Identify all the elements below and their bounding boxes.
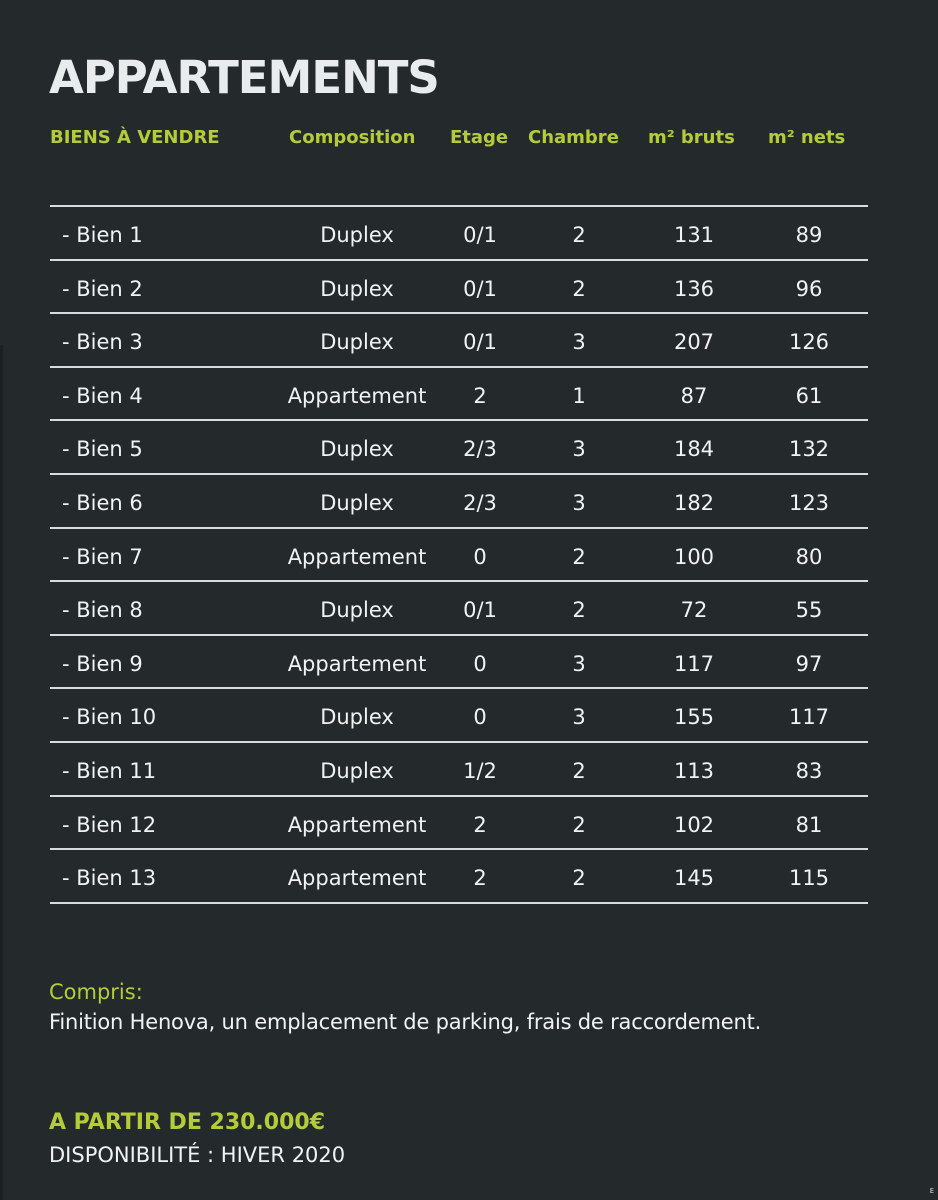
compris-text: Finition Henova, un emplacement de parking, frais de raccordement. [49,1010,762,1034]
cell-name: - Bien 11 [62,758,157,783]
table-row: - Bien 1 Duplex 0/1 2 131 89 [50,207,868,261]
table-row: - Bien 12 Appartement 2 2 102 81 [50,797,868,851]
header-chambre: Chambre [528,127,619,148]
table-row: - Bien 2 Duplex 0/1 2 136 96 [50,261,868,315]
table-row: - Bien 7 Appartement 0 2 100 80 [50,529,868,583]
table-row: - Bien 8 Duplex 0/1 2 72 55 [50,582,868,636]
table-row: - Bien 6 Duplex 2/3 3 182 123 [50,475,868,529]
cell-name: - Bien 1 [62,223,143,247]
table-row: - Bien 4 Appartement 2 1 87 61 [50,368,868,422]
table-row: - Bien 3 Duplex 0/1 3 207 126 [50,314,868,368]
left-edge-strip [0,345,3,1200]
table-header [0,124,938,154]
cell-name: - Bien 8 [62,598,143,623]
corner-mark-icon: ᴇ [929,1186,934,1196]
header-etage: Etage [450,127,509,148]
header-composition: Composition [289,127,416,148]
cell-name: - Bien 4 [62,383,143,408]
cell-name: - Bien 3 [62,330,143,355]
table-row: - Bien 11 Duplex 1/2 2 113 83 [50,743,868,797]
cell-name: - Bien 13 [62,866,157,891]
cell-name: - Bien 6 [62,490,143,515]
cell-name: - Bien 5 [62,437,143,462]
cell-name: - Bien 12 [62,812,157,837]
cell-name: - Bien 10 [62,705,157,730]
table-row: - Bien 5 Duplex 2/3 3 184 132 [50,421,868,475]
page-title: APPARTEMENTS [49,51,439,104]
starting-price: A PARTIR DE 230.000€ [49,1110,326,1135]
availability: DISPONIBILITÉ : HIVER 2020 [49,1143,346,1167]
cell-name: - Bien 7 [62,544,143,569]
table-row: - Bien 13 Appartement 2 2 145 115 [50,850,868,904]
cell-name: - Bien 2 [62,276,143,301]
table-row: - Bien 10 Duplex 0 3 155 117 [50,689,868,743]
table-row: - Bien 9 Appartement 0 3 117 97 [50,636,868,690]
properties-table [50,205,868,904]
compris-label: Compris: [49,980,143,1004]
header-m2-nets: m² nets [768,127,846,148]
cell-name: - Bien 9 [62,651,143,676]
header-m2-bruts: m² bruts [648,127,735,148]
header-biens: BIENS À VENDRE [50,127,220,148]
